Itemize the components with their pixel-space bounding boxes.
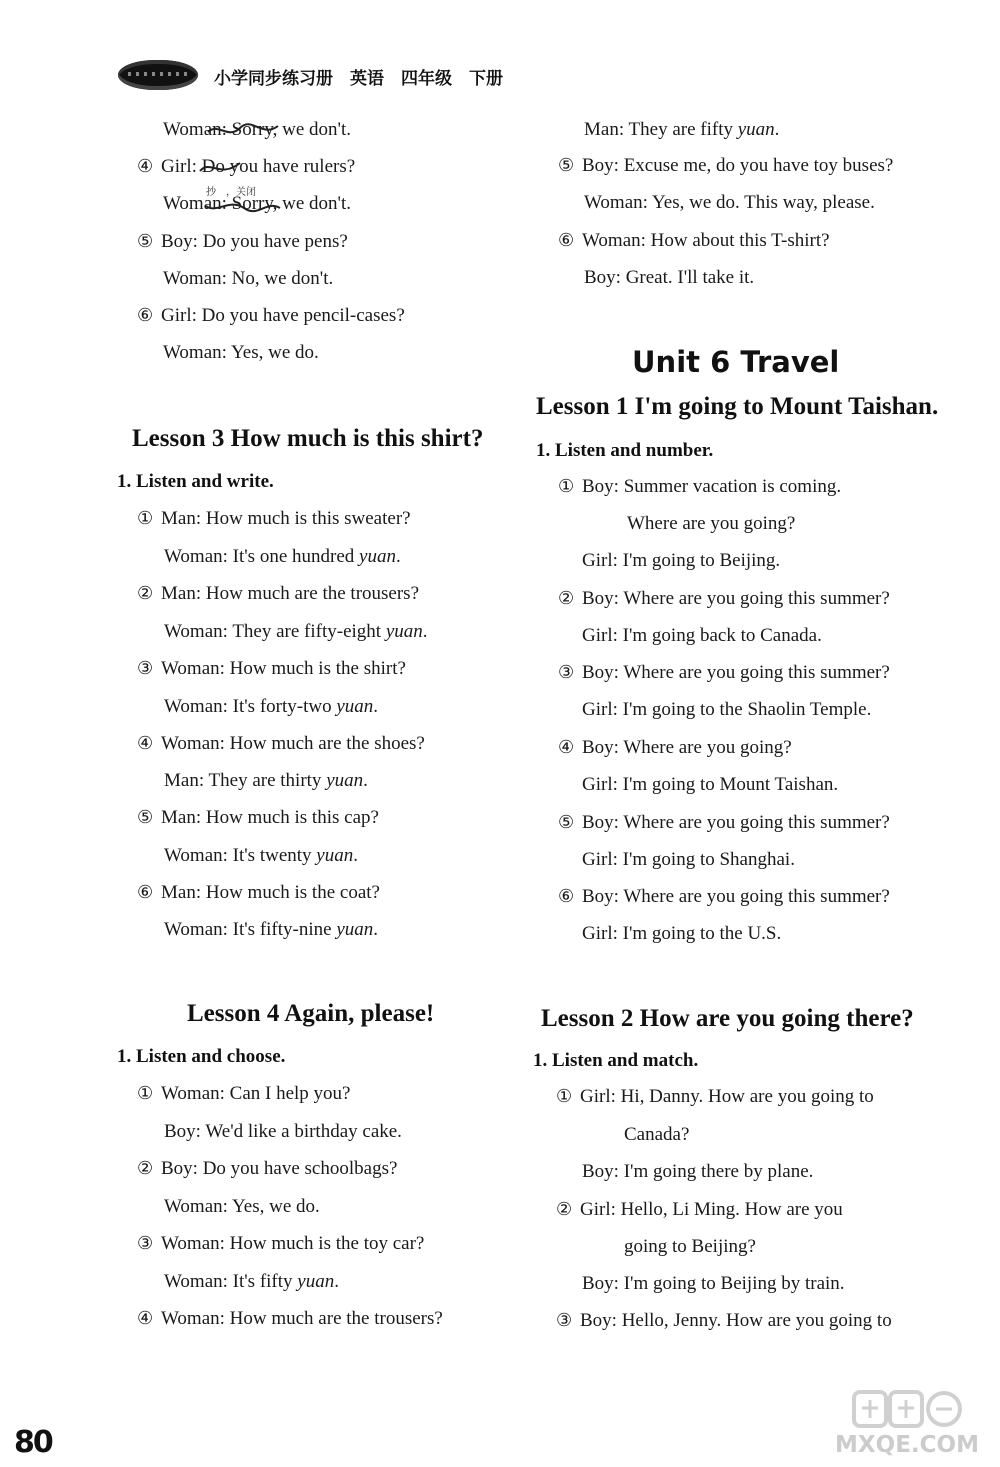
- dialogue-line: Boy: We'd like a birthday cake.: [164, 1121, 402, 1142]
- page-number: 80: [14, 1425, 52, 1460]
- lesson-title: Lesson 2 How are you going there?: [541, 1005, 914, 1032]
- dialogue-line: ② Man: How much are the trousers?: [137, 583, 420, 604]
- dialogue-line: Girl: I'm going to Shanghai.: [582, 849, 795, 870]
- dialogue-line: Woman: It's fifty yuan.: [164, 1271, 339, 1292]
- dialogue-line: ③ Woman: How much is the toy car?: [137, 1233, 425, 1254]
- dialogue-line: Woman: It's one hundred yuan.: [164, 546, 401, 567]
- dialogue-line: Boy: I'm going there by plane.: [582, 1161, 814, 1182]
- dialogue-line: Canada?: [624, 1124, 690, 1145]
- dialogue-line: ⑥ Woman: How about this T-shirt?: [558, 230, 830, 251]
- dialogue-line: Girl: I'm going to the U.S.: [582, 923, 782, 944]
- exercise-heading: 1. Listen and number.: [536, 440, 714, 461]
- dialogue-line: ⑥ Girl: Do you have pencil-cases?: [137, 305, 405, 326]
- lesson-title: Lesson 3 How much is this shirt?: [132, 425, 484, 452]
- dialogue-line: Girl: I'm going to the Shaolin Temple.: [582, 699, 872, 720]
- dialogue-line: ⑤ Man: How much is this cap?: [137, 807, 379, 828]
- header-title: 小学同步练习册 英语 四年级 下册: [214, 69, 503, 89]
- dialogue-line: ② Boy: Where are you going this summer?: [558, 588, 890, 609]
- dialogue-line: ④ Woman: How much are the trousers?: [137, 1308, 443, 1329]
- watermark-logo-icon: [852, 1388, 962, 1432]
- handwriting-scribble-icon: [200, 118, 290, 144]
- series-logo-icon: [118, 60, 198, 90]
- unit-title: Unit 6 Travel: [632, 345, 840, 379]
- handwritten-note: 抄 ，关闭: [206, 187, 256, 198]
- dialogue-line: Boy: Great. I'll take it.: [584, 267, 755, 288]
- dialogue-line: Woman: Sorry, we don't.: [163, 193, 351, 214]
- dialogue-line: ① Girl: Hi, Danny. How are you going to: [556, 1086, 874, 1107]
- handwriting-scribble-icon: [200, 194, 290, 220]
- watermark-text: MXQE.COM: [835, 1432, 979, 1458]
- dialogue-line: ④ Woman: How much are the shoes?: [137, 733, 425, 754]
- exercise-heading: 1. Listen and choose.: [117, 1046, 286, 1067]
- dialogue-line: Woman: They are fifty-eight yuan.: [164, 621, 428, 642]
- dialogue-line: ② Boy: Do you have schoolbags?: [137, 1158, 398, 1179]
- dialogue-line: Woman: It's forty-two yuan.: [164, 696, 379, 717]
- watermark: [822, 1388, 992, 1462]
- dialogue-line: Woman: Yes, we do.: [163, 342, 319, 363]
- dialogue-line: ⑥ Man: How much is the coat?: [137, 882, 380, 903]
- dialogue-line: Man: They are thirty yuan.: [164, 770, 368, 791]
- dialogue-line: ① Boy: Summer vacation is coming.: [558, 476, 842, 497]
- lesson-title: Lesson 1 I'm going to Mount Taishan.: [536, 393, 939, 420]
- dialogue-line: Girl: I'm going to Beijing.: [582, 550, 781, 571]
- exercise-heading: 1. Listen and match.: [533, 1050, 699, 1071]
- page-header: [118, 56, 538, 96]
- dialogue-line: going to Beijing?: [624, 1236, 756, 1257]
- handwriting-scribble-icon: [196, 155, 246, 181]
- dialogue-line: Woman: No, we don't.: [163, 268, 334, 289]
- dialogue-line: Girl: I'm going to Mount Taishan.: [582, 774, 839, 795]
- lesson-title: Lesson 4 Again, please!: [187, 1000, 435, 1027]
- dialogue-line: Man: They are fifty yuan.: [584, 119, 780, 140]
- dialogue-line: Boy: I'm going to Beijing by train.: [582, 1273, 845, 1294]
- dialogue-line: ③ Boy: Where are you going this summer?: [558, 662, 890, 683]
- dialogue-line: ① Woman: Can I help you?: [137, 1083, 351, 1104]
- dialogue-line: Girl: I'm going back to Canada.: [582, 625, 822, 646]
- dialogue-line: ③ Boy: Hello, Jenny. How are you going to: [556, 1310, 892, 1331]
- dialogue-line: Where are you going?: [627, 513, 796, 534]
- dialogue-line: Woman: It's fifty-nine yuan.: [164, 919, 379, 940]
- dialogue-line: ⑤ Boy: Excuse me, do you have toy buses?: [558, 155, 894, 176]
- dialogue-line: ④ Girl: Do you have rulers?: [137, 156, 356, 177]
- dialogue-line: Woman: Yes, we do.: [164, 1196, 320, 1217]
- dialogue-line: ⑤ Boy: Where are you going this summer?: [558, 812, 890, 833]
- dialogue-line: Woman: Yes, we do. This way, please.: [584, 192, 875, 213]
- dialogue-line: ④ Boy: Where are you going?: [558, 737, 792, 758]
- dialogue-line: ⑥ Boy: Where are you going this summer?: [558, 886, 890, 907]
- dialogue-line: ③ Woman: How much is the shirt?: [137, 658, 406, 679]
- dialogue-line: Woman: Sorry, we don't.: [163, 119, 351, 140]
- exercise-heading: 1. Listen and write.: [117, 471, 274, 492]
- dialogue-line: Woman: It's twenty yuan.: [164, 845, 358, 866]
- dialogue-line: ② Girl: Hello, Li Ming. How are you: [556, 1199, 843, 1220]
- dialogue-line: ⑤ Boy: Do you have pens?: [137, 231, 348, 252]
- dialogue-line: ① Man: How much is this sweater?: [137, 508, 411, 529]
